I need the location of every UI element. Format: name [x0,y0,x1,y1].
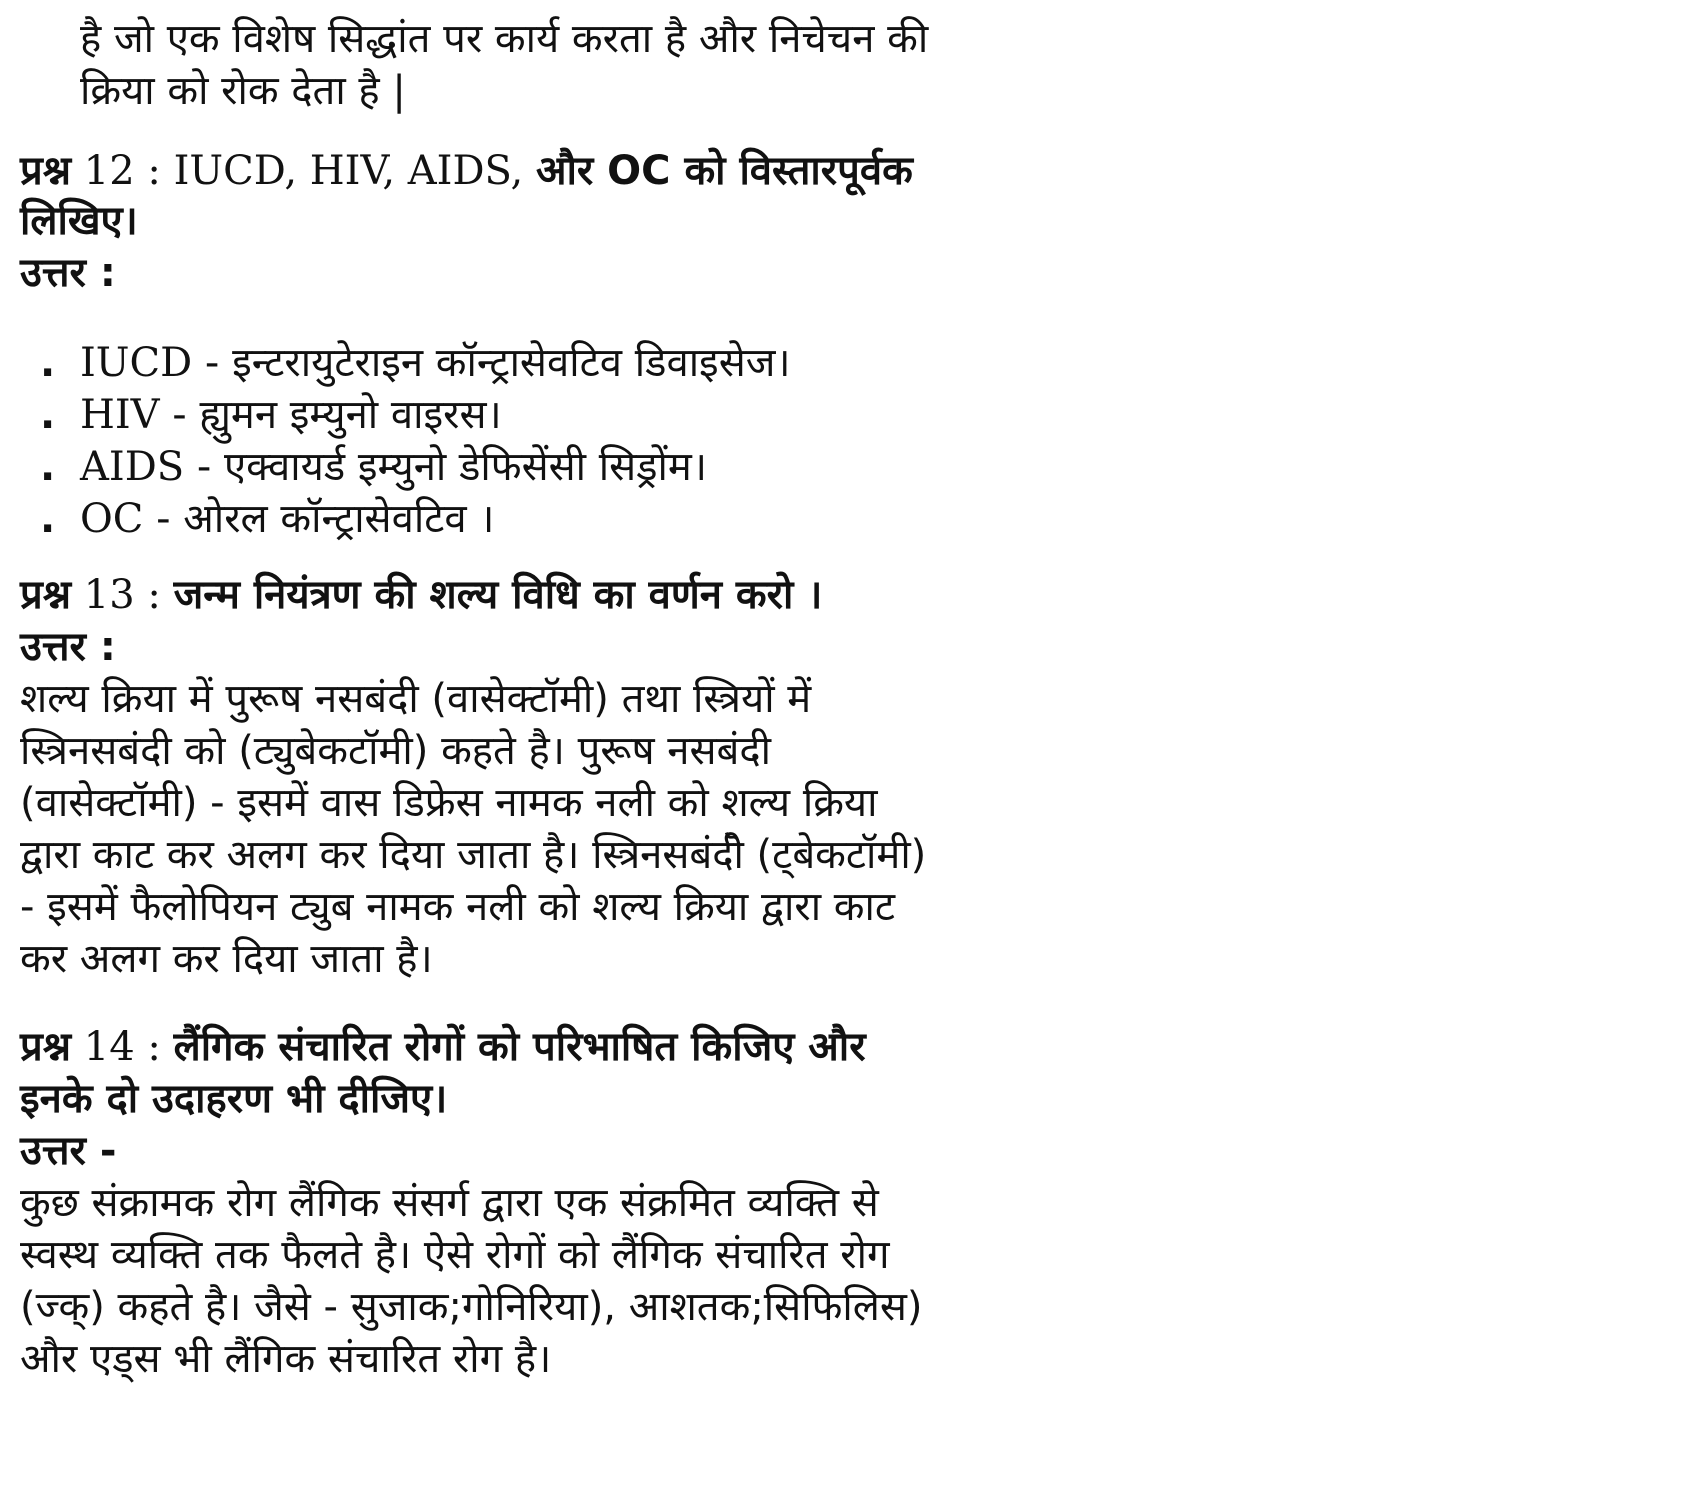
q12-prefix: प्रश्न [20,148,72,194]
bullet-dot: . [40,392,56,438]
q12-item-abbr: HIV [80,392,160,438]
q12-item-abbr: OC [80,496,144,542]
q14-answer-line-2: स्वस्थ व्यक्ति तक फैलते है। ऐसे रोगों को लैंगिक संचारित रोग [20,1232,890,1278]
q12-abbrs: IUCD, HIV, AIDS, [173,148,524,194]
q13-answer-line-1: शल्य क्रिया में पुरूष नसबंदी (वासेक्टॉमी) तथा स्त्रियों में [20,676,812,722]
q12-title-rest: और OC को विस्तारपूर्वक [535,148,913,194]
q13-answer-line-2: स्त्रिनसबंदी को (ट्युबेकटॉमी) कहते है। पुरूष नसबंदी [20,728,771,774]
q14-answer-label: उत्तर - [20,1128,117,1174]
q13-title: जन्म नियंत्रण की शल्य विधि का वर्णन करो । [173,572,823,618]
q13-answer-line-4: द्वारा काट कर अलग कर दिया जाता है। स्त्रिनसबंदीॆ (ट्बेकटॉमी) [20,832,927,878]
q13-heading [20,570,822,620]
q14-heading-line-1 [20,1022,866,1072]
q12-item-abbr: IUCD [80,340,193,386]
intro-line-1: है जो एक विशेष सिद्धांत पर कार्य करता है और निचेचन की [80,16,929,62]
q12-item-text: ओरल कॉन्ट्रासेवटिव । [183,496,495,542]
q12-answer-label: उत्तर : [20,250,116,296]
q12-heading-line-1 [20,146,913,196]
q12-item-text: ह्युमन इम्युनो वाइरस। [199,392,502,438]
q12-list-item [40,442,707,492]
q14-answer-line-4: और एड्स भी लैंगिक संचारित रोग है। [20,1336,552,1382]
q13-answer-line-6: कर अलग कर दिया जाता है। [20,936,433,982]
bullet-dot: . [40,444,56,490]
intro-line-2: क्रिया को रोक देता है | [80,68,406,114]
q14-title-line-1: लैंगिक संचारित रोगों को परिभाषित किजिए और [173,1024,866,1070]
q13-prefix: प्रश्न [20,572,72,618]
q14-number: 14 : [83,1024,161,1070]
q12-item-abbr: AIDS [80,444,185,490]
q12-list-item [40,390,502,440]
q14-prefix: प्रश्न [20,1024,72,1070]
q13-answer-line-5: - इसमें फैलोपियन ट्युब नामक नली को शल्य क्रिया द्वारा काट [20,884,896,930]
bullet-dot: . [40,340,56,386]
q14-answer-line-3: (ज्क्) कहते है। जैसे - सुजाक;गोनिरिया), आशतक;सिफिलिस) [20,1284,923,1330]
q12-item-text: इन्टरायुटेराइन कॉन्ट्रासेवटिव डिवाइसेज। [232,340,791,386]
q12-list-item [40,494,494,544]
q12-item-sep: - [159,392,200,438]
q13-number: 13 : [83,572,161,618]
q13-answer-label: उत्तर : [20,624,116,670]
q12-item-sep: - [143,496,184,542]
q12-list-item [40,338,791,388]
q13-answer-line-3: (वासेक्टॉमी) - इसमें वास डिफ्रेस नामक नली को शल्य क्रिया [20,780,878,826]
q14-answer-line-1: कुछ संक्रामक रोग लैंगिक संसर्ग द्वारा एक संक्रमित व्यक्ति से [20,1180,879,1226]
q12-heading-line-2: लिखिए। [20,198,138,244]
q12-item-sep: - [184,444,225,490]
bullet-dot: . [40,496,56,542]
q12-item-text: एक्वायर्ड इम्युनो डेफिसेंसी सिड्रोंम। [224,444,707,490]
q14-heading-line-2: इनके दो उदाहरण भी दीजिए। [20,1076,448,1122]
q12-item-sep: - [192,340,233,386]
q12-number: 12 : [83,148,161,194]
